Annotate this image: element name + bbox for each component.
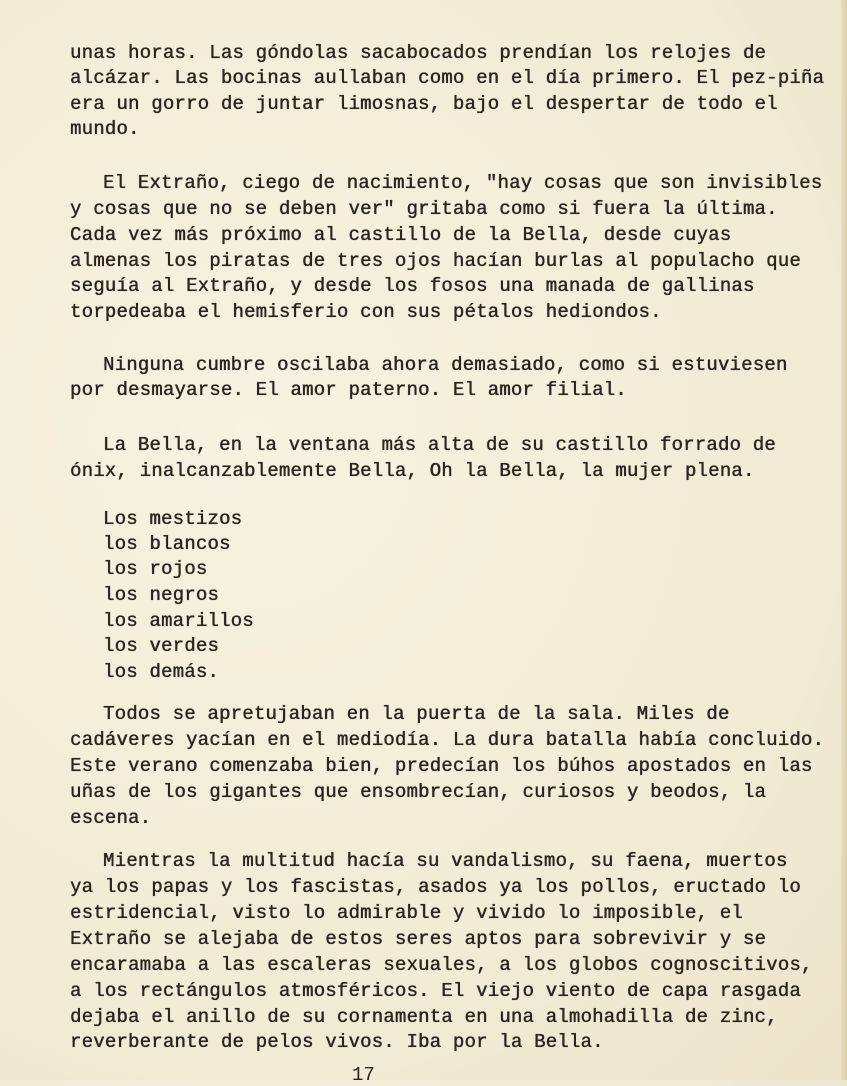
text-line: uñas de los gigantes que ensombrecían, curiosos y beodos, la	[70, 781, 767, 803]
text-line: almenas los piratas de tres ojos hacían burlas al populacho que	[70, 250, 801, 272]
text-line: unas horas. Las góndolas sacabocados prendían los relojes de	[70, 42, 767, 64]
list-item: Los mestizos	[103, 508, 243, 530]
text-line: escena.	[70, 807, 152, 829]
text-line: dejaba el anillo de su cornamenta en una almohadilla de zinc,	[70, 1006, 778, 1028]
list-item: los blancos	[103, 533, 231, 555]
text-line: Todos se apretujaban en la puerta de la sala. Miles de	[103, 703, 730, 725]
text-line: estridencial, visto lo admirable y vivido lo imposible, el	[70, 902, 743, 924]
text-line: por desmayarse. El amor paterno. El amor filial.	[70, 379, 627, 401]
text-line: Cada vez más próximo al castillo de la Bella, desde cuyas	[70, 224, 732, 246]
text-line: La Bella, en la ventana más alta de su castillo forrado de	[103, 434, 776, 456]
list-item: los verdes	[103, 635, 220, 657]
text-line: cadáveres yacían en el mediodía. La dura batalla había concluido.	[70, 729, 825, 751]
text-line: El Extraño, ciego de nacimiento, "hay cosas que son invisibles	[103, 172, 823, 194]
text-line: reverberante de pelos vivos. Iba por la Bella.	[70, 1031, 604, 1053]
text-line: alcázar. Las bocinas aullaban como en el día primero. El pez-piña	[70, 67, 825, 89]
text-line: mundo.	[70, 118, 140, 140]
list-item: los amarillos	[103, 610, 254, 632]
list-item: los rojos	[103, 558, 208, 580]
text-line: y cosas que no se deben ver" gritaba como si fuera la última.	[70, 198, 778, 220]
text-line: seguía al Extraño, y desde los fosos una manada de gallinas	[70, 275, 755, 297]
page-edge	[841, 0, 847, 1080]
text-line: encaramaba a las escaleras sexuales, a los globos cognoscitivos,	[70, 954, 813, 976]
text-line: Mientras la multitud hacía su vandalismo, su faena, muertos	[103, 850, 788, 872]
text-line: Este verano comenzaba bien, predecían los búhos apostados en las	[70, 755, 813, 777]
text-line: Ninguna cumbre oscilaba ahora demasiado, como si estuviesen	[103, 354, 788, 376]
text-line: ónix, inalcanzablemente Bella, Oh la Bella, la mujer plena.	[70, 460, 755, 482]
text-line: torpedeaba el hemisferio con sus pétalos hediondos.	[70, 301, 662, 323]
text-line: Extraño se alejaba de estos seres aptos para sobrevivir y se	[70, 928, 767, 950]
list-item: los negros	[103, 584, 220, 606]
page-number: 17	[352, 1064, 375, 1086]
text-line: ya los papas y los fascistas, asados ya los pollos, eructado lo	[70, 876, 801, 898]
list-item: los demás.	[103, 661, 220, 683]
text-line: a los rectángulos atmosféricos. El viejo viento de capa rasgada	[70, 980, 801, 1002]
text-line: era un gorro de juntar limosnas, bajo el despertar de todo el	[70, 93, 778, 115]
